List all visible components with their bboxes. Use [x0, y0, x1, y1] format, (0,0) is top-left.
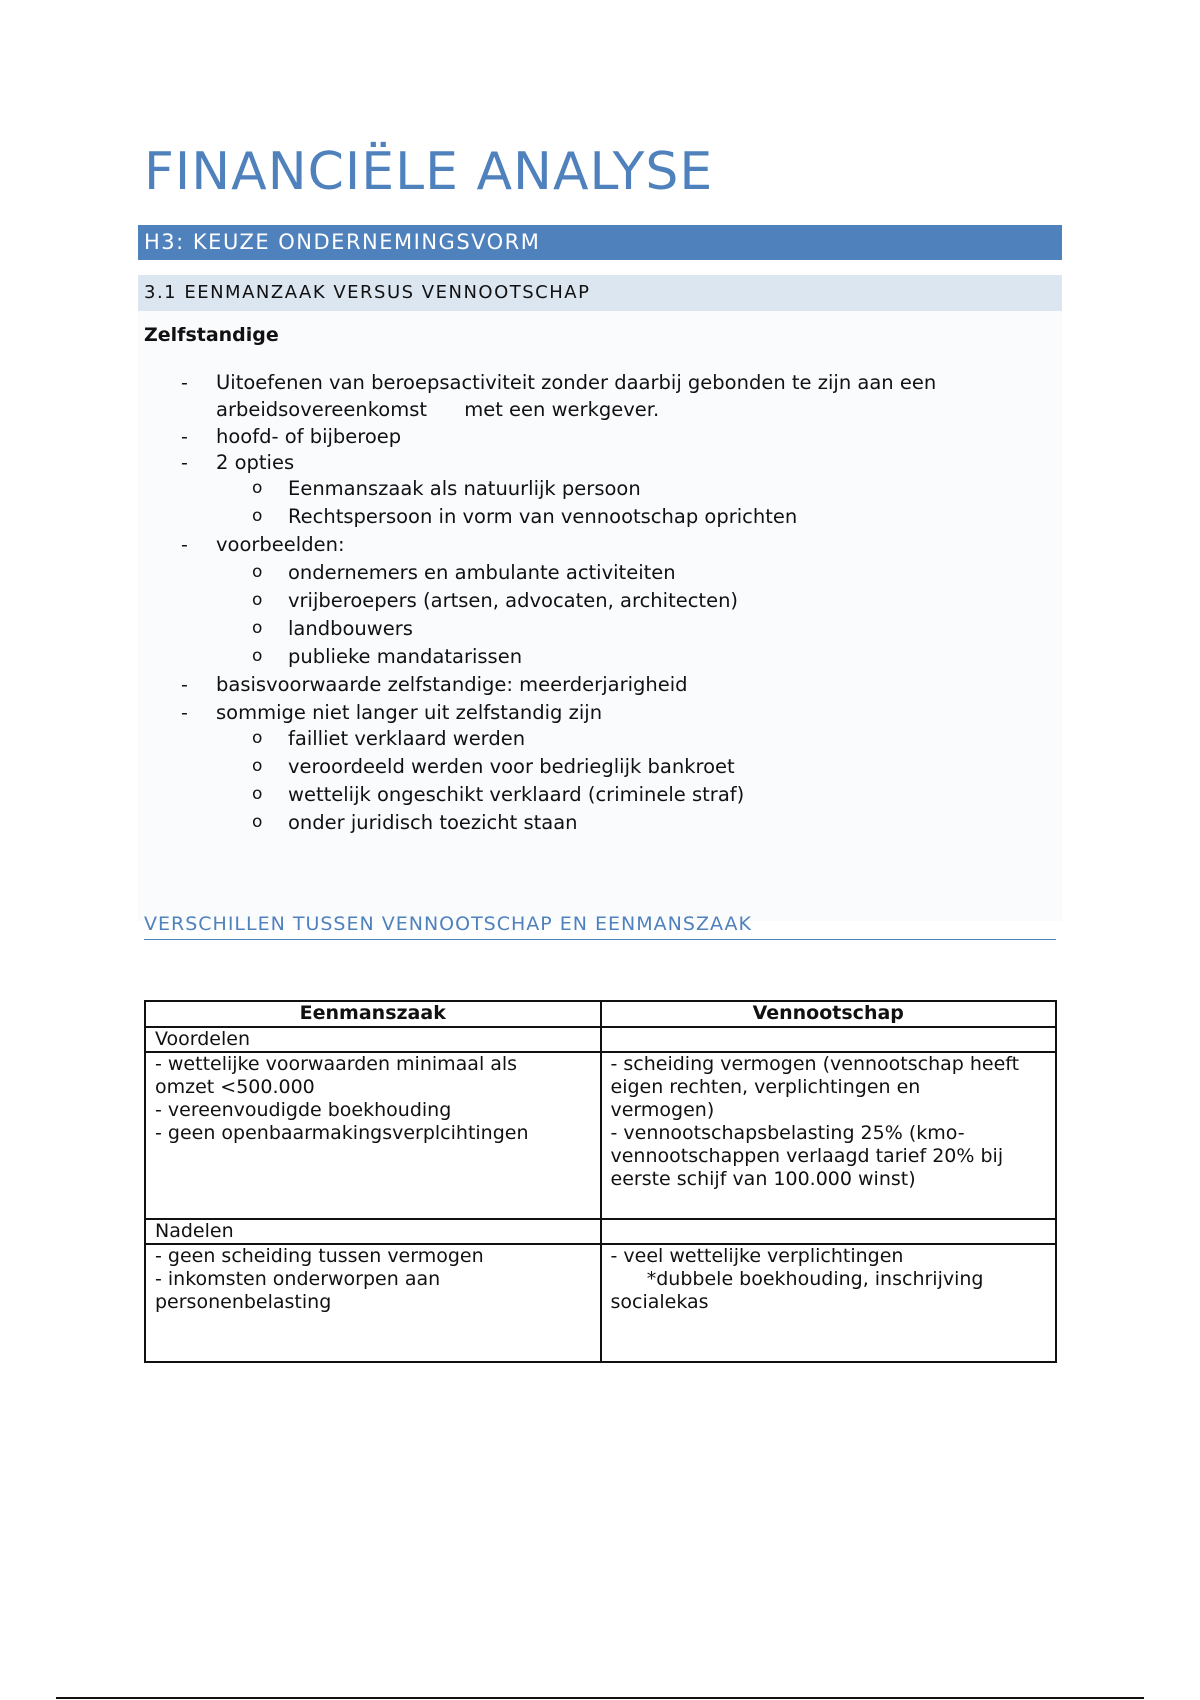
comparison-table: [144, 1000, 1057, 1363]
page-title: FINANCIËLE ANALYSE: [144, 142, 714, 202]
sub-bullet: o: [252, 618, 263, 638]
sub-bullet: o: [252, 646, 263, 666]
list-dash: -: [181, 674, 188, 696]
voordelen-eenmanszaak-cell: - wettelijke voorwaarden minimaal als omzet <500.000 - vereenvoudigde boekhouding - geen openbaarmakingsverplcihtingen: [145, 1052, 601, 1219]
list-dash: -: [181, 452, 188, 474]
sub-bullet: o: [252, 562, 263, 582]
empty-cell: [601, 1027, 1057, 1052]
sub-list-item: onder juridisch toezicht staan: [288, 811, 578, 834]
sub-bullet: o: [252, 728, 263, 748]
list-item: voorbeelden:: [216, 533, 345, 556]
column-header-vennootschap: Vennootschap: [601, 1001, 1057, 1027]
list-item: basisvoorwaarde zelfstandige: meerderjarigheid: [216, 673, 688, 696]
voordelen-label-cell: Voordelen: [145, 1027, 601, 1052]
sub-list-item: landbouwers: [288, 617, 413, 640]
table-row: [145, 1244, 1056, 1362]
sub-bullet: o: [252, 812, 263, 832]
nadelen-vennootschap-cell: - veel wettelijke verplichtingen *dubbele boekhouding, inschrijving socialekas: [601, 1244, 1057, 1362]
list-dash: -: [181, 534, 188, 556]
list-item: sommige niet langer uit zelfstandig zijn: [216, 701, 603, 724]
footer-rule: [56, 1697, 1144, 1699]
list-item-continued: arbeidsovereenkomst met een werkgever.: [216, 398, 660, 421]
sub-list-item: Rechtspersoon in vorm van vennootschap oprichten: [288, 505, 798, 528]
sub-list-item: wettelijk ongeschikt verklaard (criminele straf): [288, 783, 745, 806]
sub-list-item: failliet verklaard werden: [288, 727, 526, 750]
table-row: [145, 1219, 1056, 1244]
sub-bullet: o: [252, 756, 263, 776]
list-item: Uitoefenen van beroepsactiviteit zonder daarbij gebonden te zijn aan een: [216, 371, 937, 394]
table-row: [145, 1027, 1056, 1052]
list-dash: -: [181, 702, 188, 724]
table-header-row: [145, 1001, 1056, 1027]
list-item: hoofd- of bijberoep: [216, 425, 402, 448]
sub-list-item: veroordeeld werden voor bedrieglijk bankroet: [288, 755, 735, 778]
nadelen-eenmanszaak-cell: - geen scheiding tussen vermogen - inkomsten onderworpen aan personenbelasting: [145, 1244, 601, 1362]
chapter-heading: H3: KEUZE ONDERNEMINGSVORM: [138, 225, 1062, 260]
sub-list-item: Eenmanszaak als natuurlijk persoon: [288, 477, 641, 500]
sub-list-item: ondernemers en ambulante activiteiten: [288, 561, 676, 584]
sub-bullet: o: [252, 784, 263, 804]
sub-bullet: o: [252, 478, 263, 498]
subsection-label: Zelfstandige: [144, 324, 279, 346]
sub-bullet: o: [252, 506, 263, 526]
comparison-heading: VERSCHILLEN TUSSEN VENNOOTSCHAP EN EENMANSZAAK: [144, 911, 1056, 940]
table-row: [145, 1052, 1056, 1219]
column-header-eenmanszaak: Eenmanszaak: [145, 1001, 601, 1027]
list-dash: -: [181, 426, 188, 448]
sub-list-item: publieke mandatarissen: [288, 645, 523, 668]
list-dash: -: [181, 372, 188, 394]
empty-cell: [601, 1219, 1057, 1244]
voordelen-vennootschap-cell: - scheiding vermogen (vennootschap heeft eigen rechten, verplichtingen en vermogen) - vennootschapsbelasting 25% (kmo- vennootschappen verlaagd tarief 20% bij eerste schijf van 100.000 winst): [601, 1052, 1057, 1219]
sub-list-item: vrijberoepers (artsen, advocaten, architecten): [288, 589, 739, 612]
sub-bullet: o: [252, 590, 263, 610]
section-heading: 3.1 EENMANZAAK VERSUS VENNOOTSCHAP: [138, 275, 1062, 311]
nadelen-label-cell: Nadelen: [145, 1219, 601, 1244]
list-item: 2 opties: [216, 451, 295, 474]
